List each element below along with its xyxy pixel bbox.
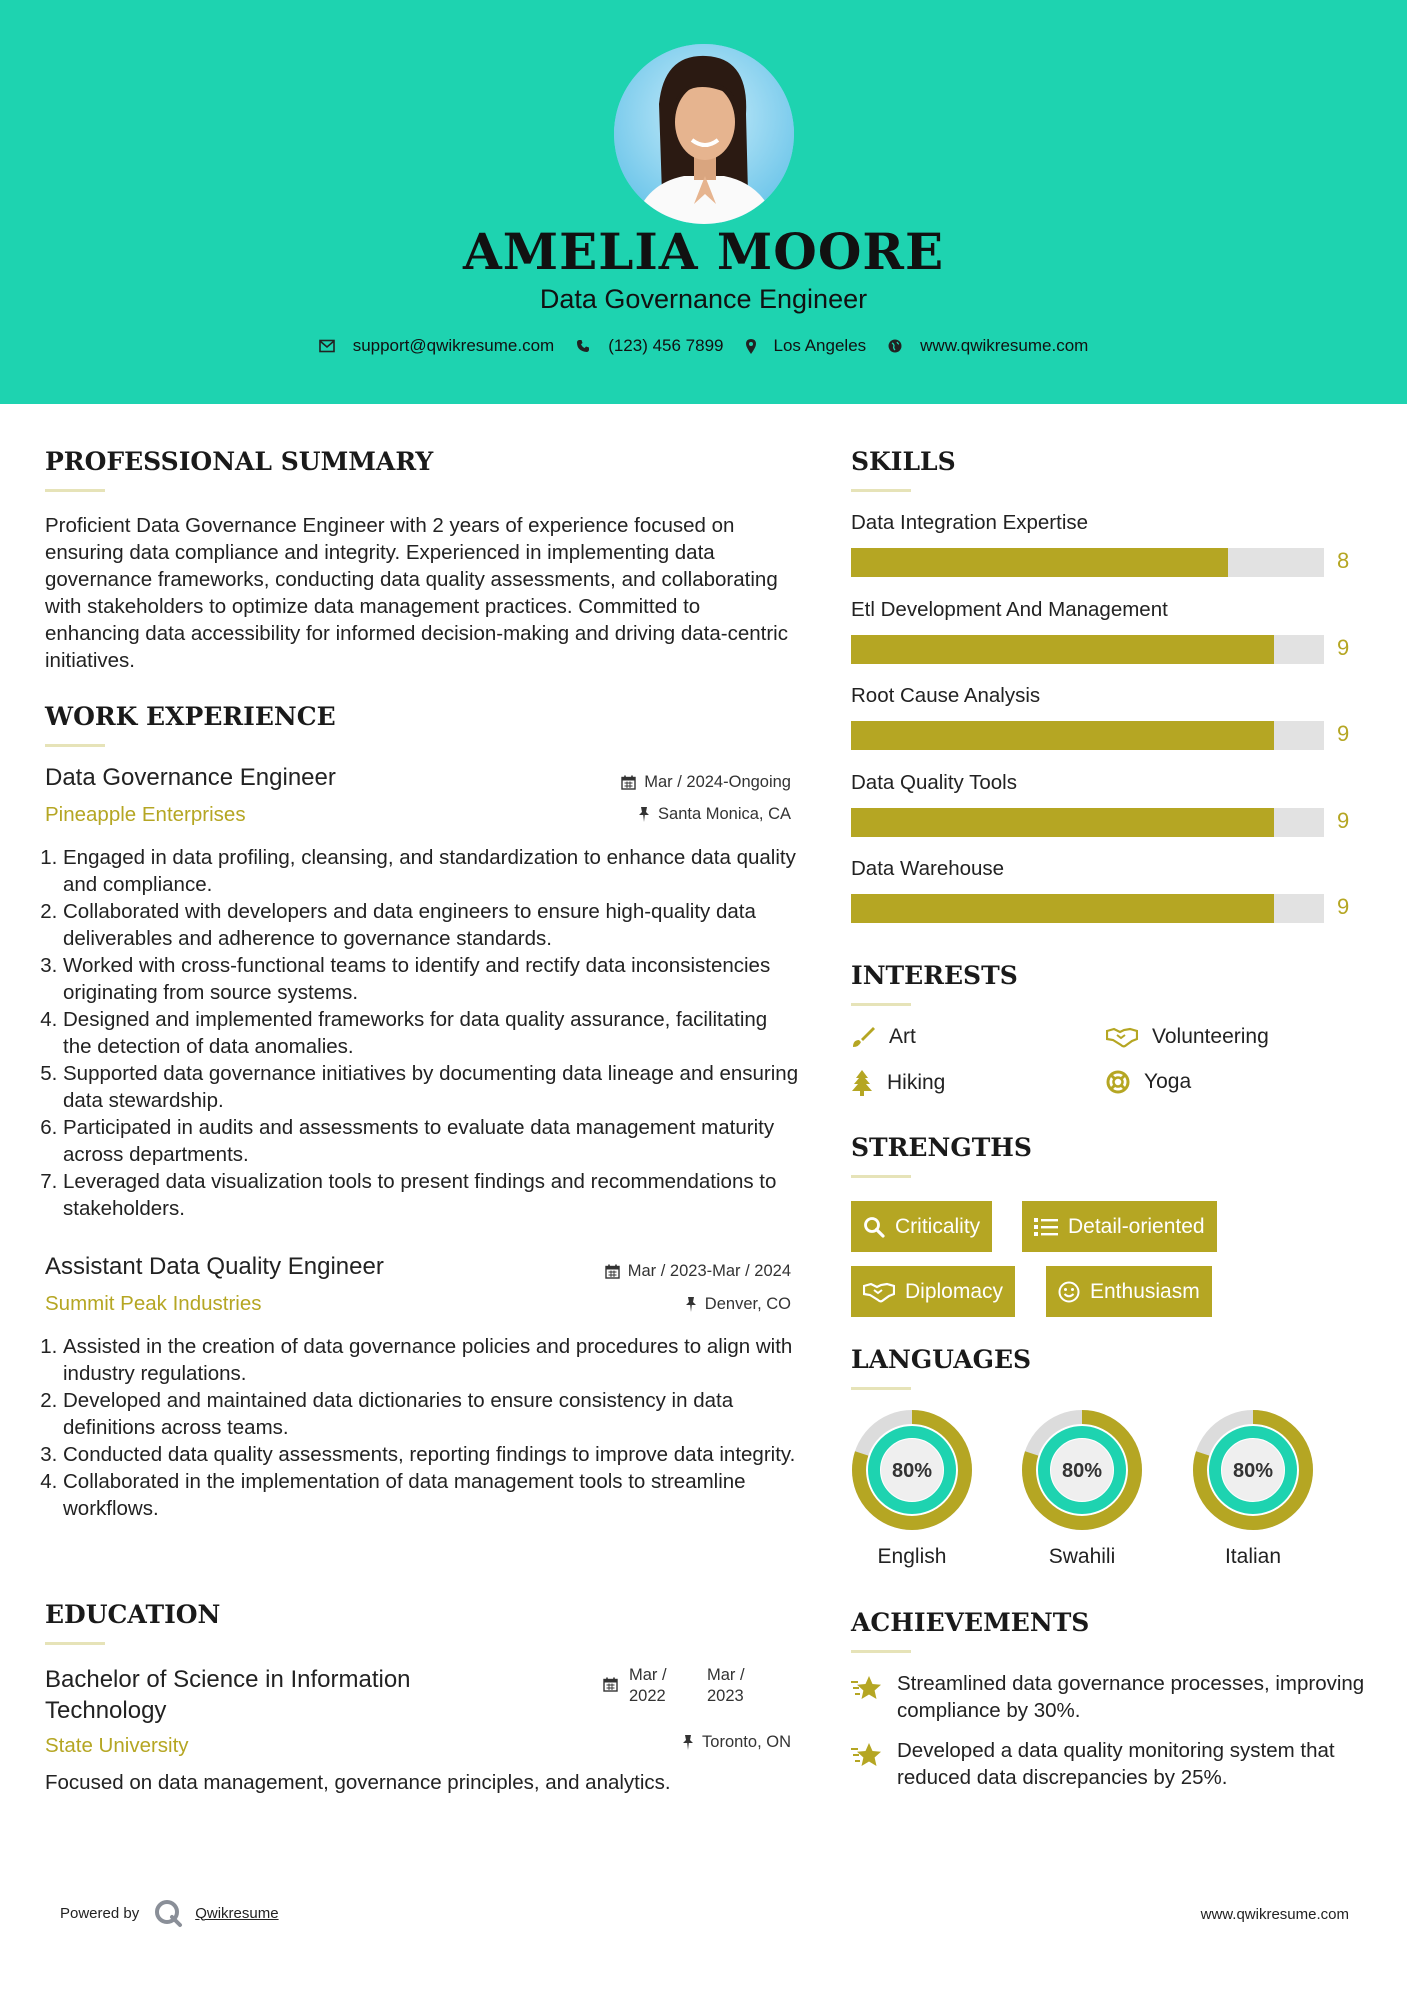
job-bullet: 2. Collaborated with developers and data engineers to ensure high-quality data deliverables and adherence to governance standards. <box>63 898 800 952</box>
profile-photo <box>614 44 794 224</box>
language-donut-chart <box>1192 1409 1314 1531</box>
interest-item-volunteering <box>1106 1025 1269 1049</box>
job-bullet: 6. Participated in audits and assessments to evaluate data management maturity across departments. <box>63 1114 800 1168</box>
degree-title-line: Technology <box>45 1697 167 1724</box>
calendar-icon <box>603 1677 618 1692</box>
language-percent-label: 80% <box>1061 1460 1103 1482</box>
summary-heading-rule <box>45 489 105 492</box>
job-dates <box>621 773 791 792</box>
resume-header <box>0 0 1407 404</box>
interests-heading-rule <box>851 1003 911 1006</box>
strength-label: Diplomacy <box>905 1279 1004 1303</box>
strength-badge-detail-oriented <box>1022 1201 1217 1252</box>
job-title: Assistant Data Quality Engineer <box>45 1253 384 1280</box>
education-end-month: Mar / <box>707 1666 745 1684</box>
skill-name: Data Warehouse <box>851 857 1005 880</box>
strength-badge-diplomacy <box>851 1266 1015 1317</box>
contact-phone[interactable] <box>576 336 723 356</box>
candidate-role: Data Governance Engineer <box>539 284 868 314</box>
education-description: Focused on data management, governance principles, and analytics. <box>45 1771 671 1794</box>
star-icon <box>851 1741 883 1769</box>
strength-label: Enthusiasm <box>1090 1279 1200 1303</box>
strength-badge-enthusiasm <box>1046 1266 1212 1317</box>
language-donut-chart <box>851 1409 973 1531</box>
job-dates-text: Mar / 2023-Mar / 2024 <box>627 1262 791 1280</box>
language-percent-label: 80% <box>1232 1460 1274 1482</box>
education-start-date <box>629 1665 667 1707</box>
job-company: Pineapple Enterprises <box>45 803 246 826</box>
education-location <box>682 1733 791 1752</box>
language-percent-label: 80% <box>891 1460 933 1482</box>
degree-title-line: Bachelor of Science in Information <box>45 1666 411 1693</box>
strength-badge-criticality <box>851 1201 992 1252</box>
contact-location-text: Los Angeles <box>773 336 867 355</box>
education-school: State University <box>45 1734 189 1757</box>
powered-by-text: Powered by <box>60 1904 140 1922</box>
skill-value: 9 <box>1337 807 1350 833</box>
language-donut <box>1192 1409 1314 1536</box>
job-bullet: 2. Developed and maintained data dictionaries to ensure consistency in data definitions across teams. <box>63 1387 800 1441</box>
interest-label: Art <box>889 1025 916 1048</box>
interest-item-art <box>851 1025 916 1049</box>
job-location <box>685 1295 791 1314</box>
languages-heading: LANGUAGES <box>851 1345 1032 1374</box>
job-bullet: 1. Assisted in the creation of data governance policies and procedures to align with industry regulations. <box>63 1333 800 1387</box>
map-pin-icon <box>746 339 756 354</box>
interest-item-yoga <box>1106 1070 1191 1094</box>
education-heading: EDUCATION <box>45 1600 221 1629</box>
strength-label: Criticality <box>895 1214 981 1238</box>
job-bullet: 4. Designed and implemented frameworks for data quality assurance, facilitating the detection of data anomalies. <box>63 1006 800 1060</box>
skill-bar-track <box>851 548 1324 577</box>
pushpin-icon <box>638 807 650 822</box>
pushpin-icon <box>685 1297 697 1312</box>
job-bullets <box>45 1333 800 1522</box>
job-bullets <box>45 844 800 1222</box>
job-company: Summit Peak Industries <box>45 1292 262 1315</box>
skill-value: 8 <box>1337 548 1350 573</box>
job-bullet: 4. Collaborated in the implementation of data management tools to streamline workflows. <box>63 1468 800 1522</box>
job-location <box>638 805 791 824</box>
candidate-name: AMELIA MOORE <box>462 222 945 281</box>
strengths-heading-rule <box>851 1175 911 1178</box>
job-bullet: 3. Conducted data quality assessments, reporting findings to improve data integrity. <box>63 1441 800 1468</box>
language-name: English <box>877 1545 947 1568</box>
language-name: Italian <box>1224 1545 1282 1568</box>
language-donut-chart <box>1021 1409 1143 1531</box>
job-dates <box>605 1262 791 1281</box>
language-donut <box>1021 1409 1143 1536</box>
strengths-heading: STRENGTHS <box>851 1133 1032 1162</box>
footer-powered-by <box>60 1898 279 1928</box>
pushpin-icon <box>682 1735 694 1750</box>
education-end-date <box>707 1665 745 1707</box>
calendar-icon <box>621 775 636 790</box>
skill-name: Etl Development And Management <box>851 597 1168 621</box>
education-start-year: 2022 <box>629 1687 666 1705</box>
skill-value: 9 <box>1337 721 1350 746</box>
handshake-icon <box>1106 1026 1138 1048</box>
achievement-item <box>851 1737 1371 1791</box>
interest-item-hiking <box>851 1070 945 1096</box>
qwikresume-logo-icon <box>153 1898 183 1928</box>
job-bullet: 5. Supported data governance initiatives by documenting data lineage and ensuring data stewardship. <box>63 1060 800 1114</box>
language-name: Swahili <box>1048 1545 1116 1568</box>
skill-name: Root Cause Analysis <box>851 684 1041 707</box>
contact-email[interactable] <box>319 336 555 356</box>
job-dates-text: Mar / 2024-Ongoing <box>644 773 791 791</box>
interest-label: Volunteering <box>1152 1025 1269 1048</box>
skills-heading: SKILLS <box>851 447 956 476</box>
paintbrush-icon <box>851 1025 875 1049</box>
job-location-text: Santa Monica, CA <box>658 805 791 823</box>
job-bullet: 3. Worked with cross-functional teams to identify and rectify data inconsistencies originating from source systems. <box>63 952 800 1006</box>
calendar-icon <box>605 1264 620 1279</box>
language-donut <box>851 1409 973 1536</box>
strength-label: Detail-oriented <box>1068 1214 1205 1238</box>
job-title: Data Governance Engineer <box>45 764 336 791</box>
interests-heading: INTERESTS <box>851 961 1018 990</box>
tree-icon <box>851 1070 873 1096</box>
skill-bar-track <box>851 635 1324 664</box>
skill-value: 9 <box>1337 894 1350 919</box>
languages-heading-rule <box>851 1387 911 1390</box>
envelope-icon <box>319 339 335 353</box>
achievement-item <box>851 1670 1371 1724</box>
degree-title <box>45 1664 411 1726</box>
skill-bar-fill <box>851 894 1274 923</box>
star-icon <box>851 1674 883 1702</box>
skill-bar-track <box>851 721 1324 750</box>
experience-heading-rule <box>45 744 105 747</box>
smile-icon <box>1058 1281 1080 1303</box>
skills-heading-rule <box>851 489 911 492</box>
qwikresume-link[interactable]: Qwikresume <box>195 1904 279 1922</box>
skill-bar-track <box>851 894 1324 923</box>
lifering-icon <box>1106 1070 1130 1094</box>
contact-bar <box>0 336 1407 356</box>
contact-website-text: www.qwikresume.com <box>920 336 1089 355</box>
skill-bar-fill <box>851 635 1274 664</box>
experience-heading: WORK EXPERIENCE <box>45 702 336 731</box>
education-calendar <box>603 1677 618 1697</box>
list-icon <box>1034 1217 1058 1237</box>
skill-value: 9 <box>1337 634 1350 660</box>
contact-location <box>746 336 867 356</box>
education-end-year: 2023 <box>707 1687 744 1705</box>
education-start-month: Mar / <box>629 1666 667 1684</box>
achievements-heading: ACHIEVEMENTS <box>851 1608 1090 1637</box>
contact-phone-text: (123) 456 7899 <box>608 336 724 355</box>
job-bullet: 7. Leveraged data visualization tools to present findings and recommendations to stakeholders. <box>63 1168 800 1222</box>
summary-heading: PROFESSIONAL SUMMARY <box>45 447 434 476</box>
achievement-text: Developed a data quality monitoring system that reduced data discrepancies by 25%. <box>897 1739 1335 1789</box>
skill-bar-track <box>851 808 1324 837</box>
skill-bar-fill <box>851 721 1274 750</box>
handshake-icon <box>863 1281 895 1303</box>
profile-photo-illustration <box>614 44 794 224</box>
education-location-text: Toronto, ON <box>702 1733 791 1751</box>
skill-name: Data Quality Tools <box>851 770 1017 794</box>
globe-icon <box>888 339 902 353</box>
education-heading-rule <box>45 1642 105 1645</box>
summary-text: Proficient Data Governance Engineer with 2 years of experience focused on ensuring data compliance and integrity. Experienced in implementing data governance frameworks, conducting data quality assessments, and collaborating with stakeholders to optimize data management practices. Committed to enhancing data accessibility for informed decision-making and driving data-centric initiatives. <box>45 514 788 672</box>
skill-name: Data Integration Expertise <box>851 511 1089 534</box>
achievement-text: Streamlined data governance processes, improving compliance by 30%. <box>897 1672 1365 1722</box>
job-bullet: 1. Engaged in data profiling, cleansing, and standardization to enhance data quality and compliance. <box>63 844 800 898</box>
interest-label: Yoga <box>1144 1070 1192 1093</box>
contact-website[interactable] <box>888 336 1088 356</box>
skill-bar-fill <box>851 548 1228 577</box>
footer-website[interactable]: www.qwikresume.com <box>1200 1906 1349 1923</box>
achievements-heading-rule <box>851 1650 911 1653</box>
search-icon <box>863 1216 885 1238</box>
job-location-text: Denver, CO <box>704 1295 791 1313</box>
skill-bar-fill <box>851 808 1274 837</box>
phone-icon <box>576 339 590 353</box>
contact-email-text: support@qwikresume.com <box>352 336 555 355</box>
interest-label: Hiking <box>887 1071 946 1094</box>
